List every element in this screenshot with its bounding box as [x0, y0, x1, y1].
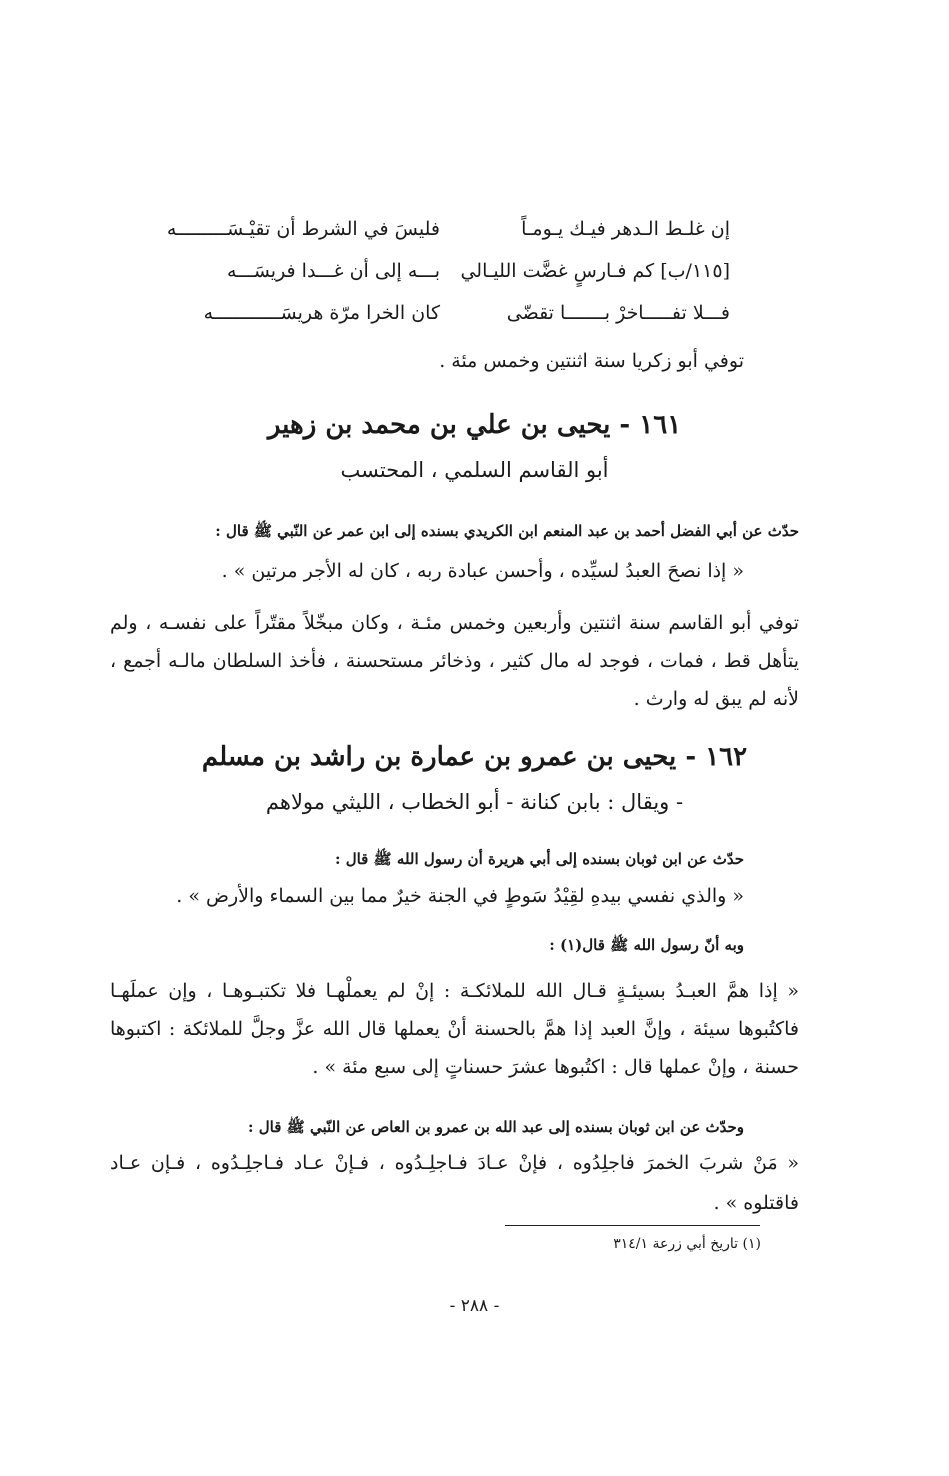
entry-162-chain: حدّث عن ابن ثوبان بسنده إلى أبي هريرة أن رسول الله ﷺ قال :	[334, 850, 744, 868]
poem-verse	[130, 260, 730, 294]
verse-first-hemistich: [١١٥/ب] كم فـارسٍ غضَّت الليـالي	[460, 260, 730, 282]
entry-161-chain: حدّث عن أبي الفضل أحمد بن عبد المنعم ابن الكريدي بسنده إلى ابن عمر عن النّبي ﷺ قال :	[215, 522, 799, 540]
page-number: - ٢٨٨ -	[449, 1296, 500, 1316]
poem-verse	[130, 302, 730, 336]
entry-162-hadith-line: فاقتلوه » .	[713, 1192, 799, 1214]
entry-161-hadith: « إذا نصحَ العبدُ لسيِّده ، وأحسن عبادة ربه ، كان له الأجر مرتين » .	[221, 560, 744, 582]
death-note: توفي أبو زكريا سنة اثنتين وخمس مئة .	[439, 350, 744, 372]
entry-161-title: ١٦١ - يحيى بن علي بن محمد بن زهير	[267, 410, 682, 440]
entry-162-hadith-line: « إذا همَّ العبـدُ بسيئـةٍ قـال الله للملائكـة : إنْ لم يعملْهـا فلا تكتبـوهـا ، وإن عملَهـا	[110, 980, 799, 1002]
verse-first-hemistich: فـــلا تفـــــاخرْ بـــــــا تقضّى	[506, 302, 730, 324]
footnote-rule	[505, 1225, 760, 1226]
entry-161-bio-line: توفي أبو القاسم سنة اثنتين وأربعين وخمس مئـة ، وكان مبخّلاً مقتّراً على نفسـه ، ولم	[110, 612, 799, 634]
verse-second-hemistich: بـــه إلى أن غـــدا فريسَـــه	[226, 260, 440, 282]
verse-first-hemistich: إن غلـط الـدهر فيـك يـومـاً	[521, 218, 730, 240]
entry-162-hadith-line: فاكتُبوها سيئة ، وإنَّ العبد إذا همَّ بالحسنة أنْ يعملها قال الله عزَّ وجلَّ للملائكة : اكتبوها	[110, 1018, 799, 1040]
entry-162-hadith: « والذي نفسي بيدهِ لقِيْدُ سَوطٍ في الجنة خيرٌ مما بين السماء والأرض » .	[176, 885, 744, 907]
entry-162-hadith-line: حسنة ، وإنْ عملها قال : اكتُبوها عشرَ حسناتٍ إلى سبع مئة » .	[312, 1056, 799, 1078]
verse-second-hemistich: كان الخرا مرّة هريسَــــــــــــه	[203, 302, 440, 324]
entry-162-hadith-line: « مَنْ شربَ الخمرَ فاجلِدُوه ، فإنْ عـادَ فـاجلِـدُوه ، فـإنْ عـاد فـاجلِـدُوه ، فـإن عـاد	[110, 1152, 799, 1174]
entry-162-chain: وحدّث عن ابن ثوبان بسنده إلى عبد الله بن عمرو بن العاص عن النّبي ﷺ قال :	[248, 1118, 744, 1136]
poem-verse	[130, 218, 730, 252]
verse-second-hemistich: فليسَ في الشرط أن تقيْـسَـــــــــه	[166, 218, 440, 240]
entry-162-chain: وبه أنّ رسول الله ﷺ قال(١) :	[549, 936, 744, 954]
entry-162-title: ١٦٢ - يحيى بن عمرو بن عمارة بن راشد بن مسلم	[201, 742, 748, 772]
entry-162-subtitle: - ويقال : بابن كنانة - أبو الخطاب ، الليثي مولاهم	[265, 790, 684, 814]
footnote: (١) تاريخ أبي زرعة ٣١٤/١	[613, 1236, 761, 1252]
entry-161-bio-line: لأنه لم يبق له وارث .	[633, 688, 799, 710]
entry-161-subtitle: أبو القاسم السلمي ، المحتسب	[340, 458, 609, 482]
entry-161-bio-line: يتأهل قط ، فمات ، فوجد له مال كثير ، وذخائر مستحسنة ، فأخذ السلطان مالـه أجمع ،	[110, 650, 799, 672]
